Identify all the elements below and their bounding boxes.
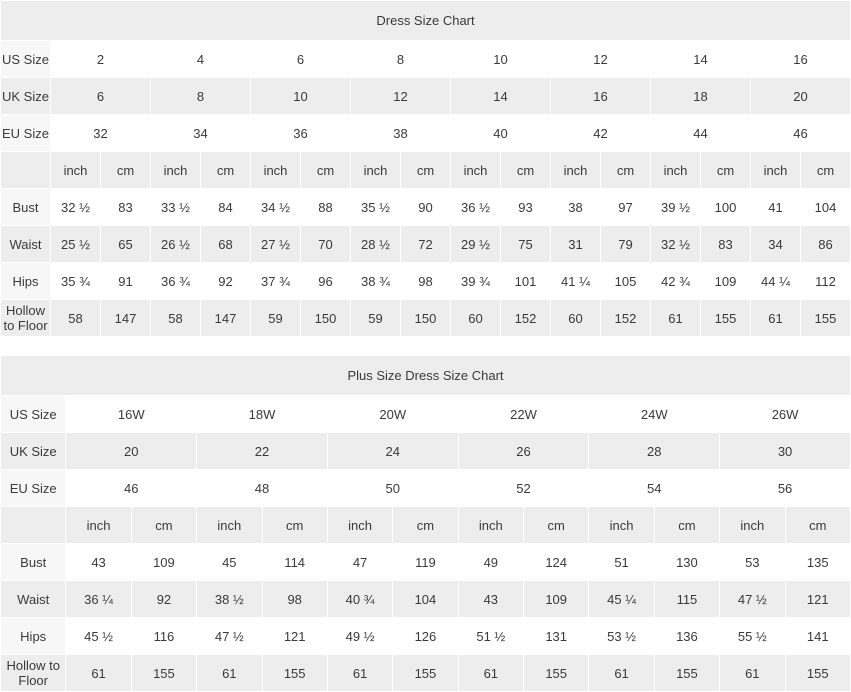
unit-cell: cm <box>401 152 451 189</box>
cell-waist: 27 ½ <box>251 226 301 263</box>
cell-eu-size: 56 <box>720 470 851 507</box>
cell-hollow-to-floor: 155 <box>131 655 196 692</box>
cell-bust: 41 <box>751 189 801 226</box>
unit-cell: cm <box>701 152 751 189</box>
cell-hollow-to-floor: 58 <box>51 300 101 337</box>
cell-hollow-to-floor: 152 <box>501 300 551 337</box>
cell-bust: 104 <box>801 189 851 226</box>
cell-hollow-to-floor: 155 <box>701 300 751 337</box>
cell-hips: 96 <box>301 263 351 300</box>
row-label-uk-size: UK Size <box>1 433 66 470</box>
chart-title-row <box>1 356 851 396</box>
row-label-eu-size: EU Size <box>1 115 51 152</box>
cell-hips: 126 <box>393 618 458 655</box>
row-label-uk-size: UK Size <box>1 78 51 115</box>
cell-eu-size: 48 <box>197 470 328 507</box>
cell-hips: 53 ½ <box>589 618 654 655</box>
cell-us-size: 12 <box>551 41 651 78</box>
cell-bust: 32 ½ <box>51 189 101 226</box>
unit-cell: cm <box>524 507 589 544</box>
cell-bust: 43 <box>66 544 131 581</box>
cell-hips: 37 ¾ <box>251 263 301 300</box>
cell-hollow-to-floor: 152 <box>601 300 651 337</box>
unit-cell: inch <box>589 507 654 544</box>
unit-cell: cm <box>654 507 719 544</box>
cell-eu-size: 38 <box>351 115 451 152</box>
cell-waist: 68 <box>201 226 251 263</box>
cell-hips: 109 <box>701 263 751 300</box>
cell-bust: 53 <box>720 544 785 581</box>
row-label-us-size: US Size <box>1 41 51 78</box>
cell-bust: 109 <box>131 544 196 581</box>
table-row-bust <box>1 189 851 226</box>
unit-cell: cm <box>101 152 151 189</box>
unit-cell: inch <box>251 152 301 189</box>
cell-hips: 38 ¾ <box>351 263 401 300</box>
table-row-eu-size <box>1 115 851 152</box>
cell-bust: 84 <box>201 189 251 226</box>
cell-bust: 135 <box>785 544 851 581</box>
cell-uk-size: 26 <box>458 433 589 470</box>
unit-cell: cm <box>201 152 251 189</box>
cell-waist: 79 <box>601 226 651 263</box>
cell-hollow-to-floor: 61 <box>720 655 785 692</box>
cell-waist: 38 ½ <box>197 581 262 618</box>
cell-bust: 124 <box>524 544 589 581</box>
cell-hips: 44 ¼ <box>751 263 801 300</box>
table-row-waist <box>1 581 851 618</box>
cell-uk-size: 20 <box>66 433 197 470</box>
plus-size-dress-size-chart <box>0 355 851 692</box>
table-row-hollow-to-floor <box>1 300 851 337</box>
cell-uk-size: 6 <box>51 78 151 115</box>
cell-hips: 36 ¾ <box>151 263 201 300</box>
unit-cell: cm <box>393 507 458 544</box>
cell-hips: 141 <box>785 618 851 655</box>
cell-waist: 25 ½ <box>51 226 101 263</box>
cell-eu-size: 34 <box>151 115 251 152</box>
cell-bust: 119 <box>393 544 458 581</box>
page-title: Dress Size Chart <box>1 1 851 41</box>
table-row-units <box>1 507 851 544</box>
cell-hips: 47 ½ <box>197 618 262 655</box>
table-row-hips <box>1 618 851 655</box>
cell-waist: 28 ½ <box>351 226 401 263</box>
cell-hips: 39 ¾ <box>451 263 501 300</box>
cell-bust: 49 <box>458 544 523 581</box>
row-label-us-size: US Size <box>1 396 66 433</box>
row-label-waist: Waist <box>1 581 66 618</box>
cell-hollow-to-floor: 155 <box>801 300 851 337</box>
cell-waist: 45 ¼ <box>589 581 654 618</box>
cell-us-size: 18W <box>197 396 328 433</box>
unit-cell: cm <box>785 507 851 544</box>
unit-cell: cm <box>501 152 551 189</box>
cell-bust: 88 <box>301 189 351 226</box>
unit-cell: cm <box>801 152 851 189</box>
unit-cell: cm <box>131 507 196 544</box>
cell-hips: 101 <box>501 263 551 300</box>
unit-cell: inch <box>720 507 785 544</box>
cell-eu-size: 46 <box>751 115 851 152</box>
dress-size-chart <box>0 0 851 337</box>
cell-hips: 121 <box>262 618 327 655</box>
cell-bust: 36 ½ <box>451 189 501 226</box>
cell-hips: 55 ½ <box>720 618 785 655</box>
cell-hollow-to-floor: 150 <box>301 300 351 337</box>
cell-us-size: 20W <box>327 396 458 433</box>
table-row-waist <box>1 226 851 263</box>
cell-hips: 45 ½ <box>66 618 131 655</box>
cell-waist: 98 <box>262 581 327 618</box>
cell-bust: 33 ½ <box>151 189 201 226</box>
cell-hips: 51 ½ <box>458 618 523 655</box>
cell-eu-size: 42 <box>551 115 651 152</box>
cell-us-size: 6 <box>251 41 351 78</box>
cell-bust: 130 <box>654 544 719 581</box>
cell-waist: 36 ¼ <box>66 581 131 618</box>
table-row-units <box>1 152 851 189</box>
cell-us-size: 16W <box>66 396 197 433</box>
unit-cell: inch <box>351 152 401 189</box>
cell-hips: 98 <box>401 263 451 300</box>
cell-hollow-to-floor: 61 <box>589 655 654 692</box>
cell-uk-size: 30 <box>720 433 851 470</box>
cell-uk-size: 20 <box>751 78 851 115</box>
cell-eu-size: 44 <box>651 115 751 152</box>
cell-eu-size: 32 <box>51 115 151 152</box>
row-label-bust: Bust <box>1 544 66 581</box>
unit-cell: inch <box>451 152 501 189</box>
cell-waist: 70 <box>301 226 351 263</box>
row-label-bust: Bust <box>1 189 51 226</box>
cell-us-size: 24W <box>589 396 720 433</box>
unit-cell: inch <box>151 152 201 189</box>
cell-hollow-to-floor: 58 <box>151 300 201 337</box>
cell-hips: 91 <box>101 263 151 300</box>
cell-us-size: 16 <box>751 41 851 78</box>
cell-waist: 92 <box>131 581 196 618</box>
row-label-units <box>1 152 51 189</box>
unit-cell: inch <box>327 507 392 544</box>
cell-eu-size: 52 <box>458 470 589 507</box>
row-label-waist: Waist <box>1 226 51 263</box>
cell-hollow-to-floor: 155 <box>393 655 458 692</box>
unit-cell: inch <box>751 152 801 189</box>
cell-waist: 34 <box>751 226 801 263</box>
row-label-units <box>1 507 66 544</box>
unit-cell: inch <box>66 507 131 544</box>
cell-bust: 34 ½ <box>251 189 301 226</box>
cell-us-size: 26W <box>720 396 851 433</box>
cell-bust: 35 ½ <box>351 189 401 226</box>
cell-waist: 31 <box>551 226 601 263</box>
cell-eu-size: 40 <box>451 115 551 152</box>
cell-hollow-to-floor: 60 <box>451 300 501 337</box>
cell-hips: 112 <box>801 263 851 300</box>
cell-waist: 32 ½ <box>651 226 701 263</box>
cell-waist: 104 <box>393 581 458 618</box>
unit-cell: inch <box>197 507 262 544</box>
cell-hollow-to-floor: 147 <box>101 300 151 337</box>
unit-cell: cm <box>301 152 351 189</box>
cell-bust: 97 <box>601 189 651 226</box>
cell-waist: 115 <box>654 581 719 618</box>
cell-us-size: 4 <box>151 41 251 78</box>
cell-waist: 26 ½ <box>151 226 201 263</box>
cell-bust: 83 <box>101 189 151 226</box>
chart-divider <box>0 337 851 355</box>
cell-uk-size: 18 <box>651 78 751 115</box>
cell-hollow-to-floor: 147 <box>201 300 251 337</box>
cell-eu-size: 36 <box>251 115 351 152</box>
cell-eu-size: 54 <box>589 470 720 507</box>
cell-bust: 51 <box>589 544 654 581</box>
cell-hollow-to-floor: 61 <box>66 655 131 692</box>
cell-hollow-to-floor: 59 <box>351 300 401 337</box>
cell-hollow-to-floor: 61 <box>751 300 801 337</box>
cell-hollow-to-floor: 155 <box>654 655 719 692</box>
cell-us-size: 14 <box>651 41 751 78</box>
cell-us-size: 10 <box>451 41 551 78</box>
cell-uk-size: 16 <box>551 78 651 115</box>
cell-hollow-to-floor: 150 <box>401 300 451 337</box>
row-label-eu-size: EU Size <box>1 470 66 507</box>
table-row-hips <box>1 263 851 300</box>
cell-bust: 39 ½ <box>651 189 701 226</box>
cell-bust: 38 <box>551 189 601 226</box>
cell-uk-size: 8 <box>151 78 251 115</box>
unit-cell: inch <box>651 152 701 189</box>
table-row-uk-size <box>1 78 851 115</box>
cell-hollow-to-floor: 61 <box>651 300 701 337</box>
cell-hips: 136 <box>654 618 719 655</box>
cell-hips: 35 ¾ <box>51 263 101 300</box>
cell-uk-size: 28 <box>589 433 720 470</box>
table-row-hollow-to-floor <box>1 655 851 692</box>
cell-waist: 121 <box>785 581 851 618</box>
table-row-uk-size <box>1 433 851 470</box>
cell-us-size: 22W <box>458 396 589 433</box>
cell-hollow-to-floor: 60 <box>551 300 601 337</box>
cell-hollow-to-floor: 61 <box>327 655 392 692</box>
unit-cell: inch <box>458 507 523 544</box>
cell-hips: 116 <box>131 618 196 655</box>
table-row-bust <box>1 544 851 581</box>
unit-cell: cm <box>262 507 327 544</box>
unit-cell: cm <box>601 152 651 189</box>
cell-waist: 47 ½ <box>720 581 785 618</box>
cell-waist: 43 <box>458 581 523 618</box>
cell-us-size: 2 <box>51 41 151 78</box>
unit-cell: inch <box>51 152 101 189</box>
cell-hollow-to-floor: 61 <box>458 655 523 692</box>
unit-cell: inch <box>551 152 601 189</box>
row-label-hollow-to-floor: Hollow to Floor <box>1 655 66 692</box>
cell-hollow-to-floor: 155 <box>785 655 851 692</box>
cell-uk-size: 12 <box>351 78 451 115</box>
cell-uk-size: 22 <box>197 433 328 470</box>
cell-hips: 92 <box>201 263 251 300</box>
table-row-us-size <box>1 396 851 433</box>
row-label-hips: Hips <box>1 618 66 655</box>
cell-uk-size: 24 <box>327 433 458 470</box>
cell-bust: 47 <box>327 544 392 581</box>
cell-bust: 100 <box>701 189 751 226</box>
cell-uk-size: 14 <box>451 78 551 115</box>
cell-hips: 49 ½ <box>327 618 392 655</box>
cell-hips: 42 ¾ <box>651 263 701 300</box>
cell-hips: 131 <box>524 618 589 655</box>
table-row-eu-size <box>1 470 851 507</box>
cell-waist: 86 <box>801 226 851 263</box>
cell-hips: 41 ¼ <box>551 263 601 300</box>
cell-bust: 45 <box>197 544 262 581</box>
cell-waist: 29 ½ <box>451 226 501 263</box>
cell-waist: 109 <box>524 581 589 618</box>
cell-bust: 93 <box>501 189 551 226</box>
cell-hollow-to-floor: 155 <box>262 655 327 692</box>
cell-hollow-to-floor: 155 <box>524 655 589 692</box>
row-label-hollow-to-floor: Hollow to Floor <box>1 300 51 337</box>
cell-waist: 40 ¾ <box>327 581 392 618</box>
cell-bust: 114 <box>262 544 327 581</box>
cell-waist: 83 <box>701 226 751 263</box>
cell-eu-size: 46 <box>66 470 197 507</box>
cell-uk-size: 10 <box>251 78 351 115</box>
cell-waist: 75 <box>501 226 551 263</box>
cell-hips: 105 <box>601 263 651 300</box>
table-row-us-size <box>1 41 851 78</box>
cell-bust: 90 <box>401 189 451 226</box>
cell-hollow-to-floor: 61 <box>197 655 262 692</box>
cell-waist: 72 <box>401 226 451 263</box>
row-label-hips: Hips <box>1 263 51 300</box>
cell-hollow-to-floor: 59 <box>251 300 301 337</box>
page-title-plus: Plus Size Dress Size Chart <box>1 356 851 396</box>
chart-title-row <box>1 1 851 41</box>
cell-eu-size: 50 <box>327 470 458 507</box>
cell-us-size: 8 <box>351 41 451 78</box>
cell-waist: 65 <box>101 226 151 263</box>
